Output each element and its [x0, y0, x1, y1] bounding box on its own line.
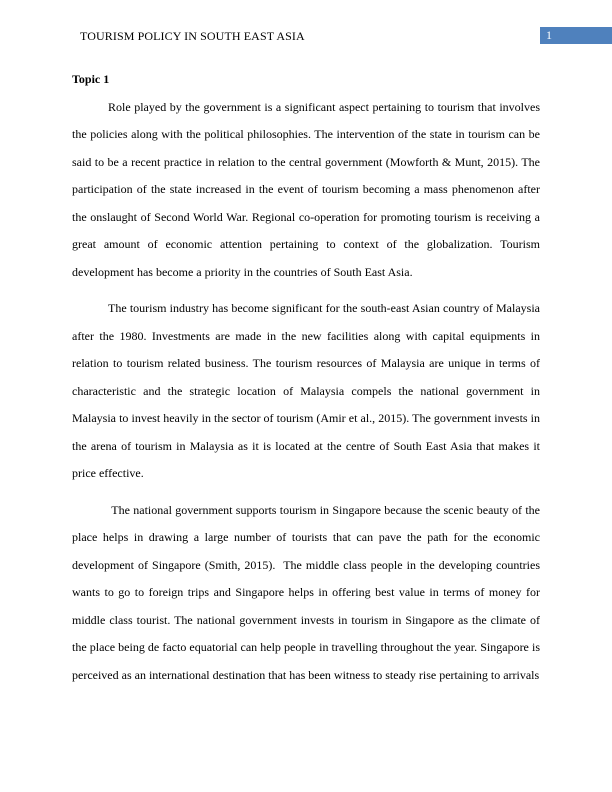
running-head: TOURISM POLICY IN SOUTH EAST ASIA	[80, 29, 305, 43]
paragraph-singapore: The national government supports tourism in Singapore because the scenic beauty of the place helps in drawing a large number of tourists that can pave the path for the economic development of Singapore (Smith, 2015). The middle class people in the developing countries wants to go to foreign trips and Singapore helps in offering best value in terms of money for middle class tourist. The national government invests in tourism in Singapore as the climate of the place being de facto equatorial can help people in travelling throughout the year. Singapore is perceived as an international destination that has been witness to steady rise pertaining to arrivals	[72, 502, 544, 682]
page-header	[0, 0, 612, 60]
page-number: 1	[546, 28, 552, 42]
page-number-box	[540, 27, 612, 44]
paragraph-malaysia: The tourism industry has become significant for the south-east Asian country of Malaysia after the 1980. Investments are made in the new facilities along with capital equipments in relation to tourism related business. The tourism resources of Malaysia are unique in terms of characteristic and the strategic location of Malaysia compels the national government in Malaysia to invest heavily in the sector of tourism (Amir et al., 2015). The government invests in the arena of tourism in Malaysia as it is located at the centre of South East Asia that makes it price effective.	[72, 301, 540, 480]
document-body	[72, 66, 544, 698]
paragraph-government-role: Role played by the government is a significant aspect pertaining to tourism that involves the policies along with the political philosophies. The intervention of the state in tourism can be said to be a recent practice in relation to the central government (Mowforth & Munt, 2015). The participation of the state increased in the event of tourism becoming a mass phenomenon after the onslaught of Second World War. Regional co-operation for promoting tourism is receiving a great amount of economic attention pertaining to context of the globalization. Tourism development has become a priority in the countries of South East Asia.	[72, 99, 540, 279]
section-heading: Topic 1	[72, 72, 110, 86]
